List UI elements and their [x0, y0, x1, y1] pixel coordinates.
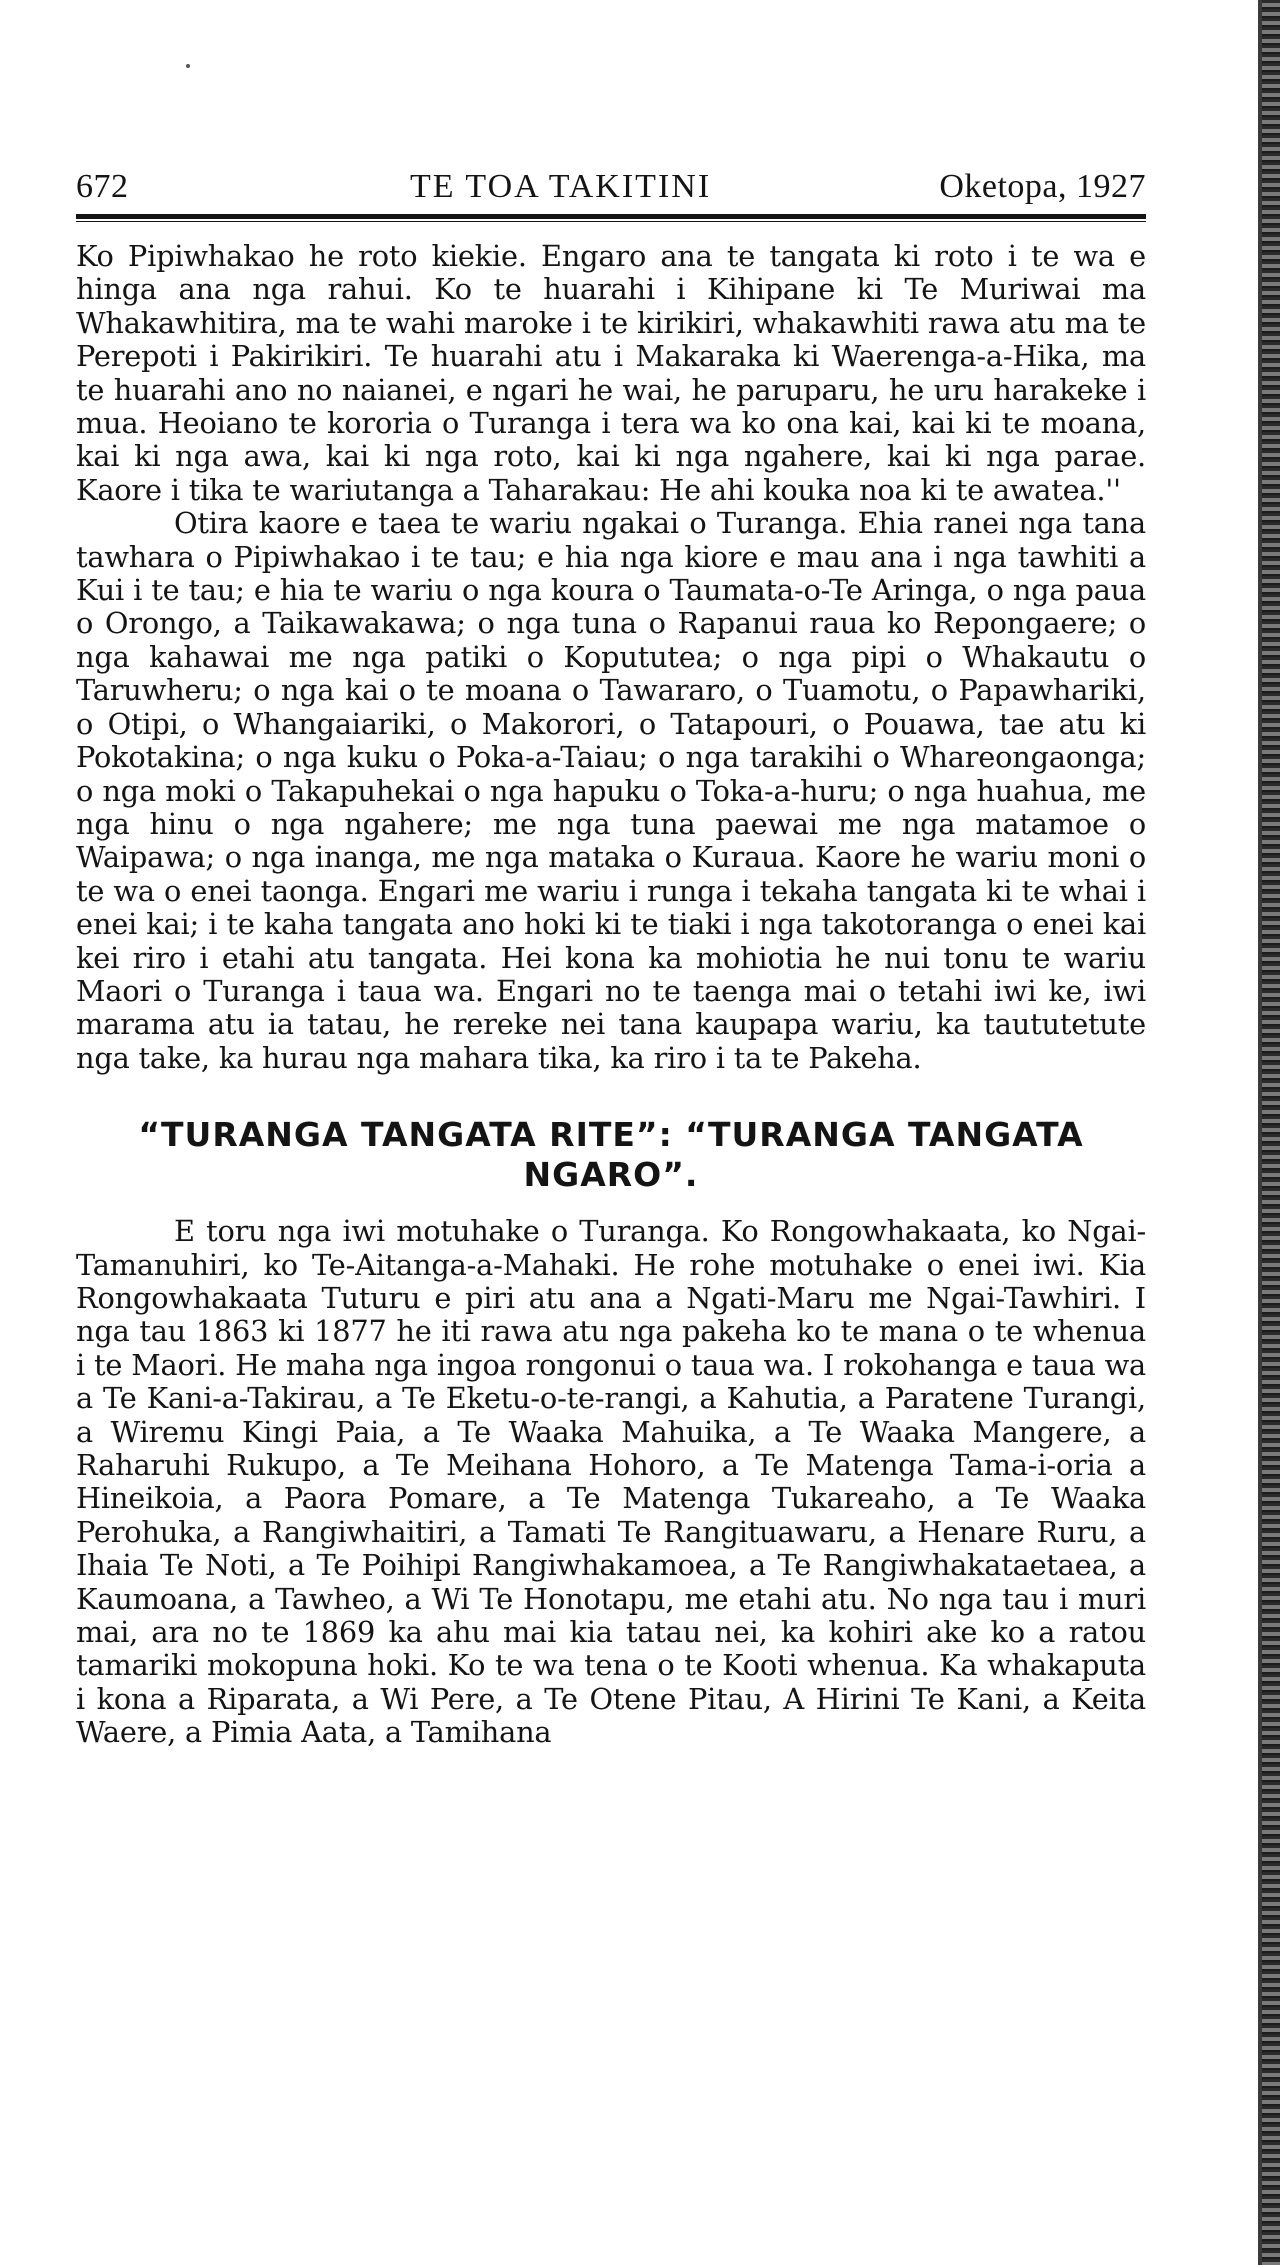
page-number: 672	[76, 168, 129, 205]
print-speck	[186, 64, 190, 68]
header-rule	[76, 214, 1146, 219]
paragraph-1: Ko Pipiwhakao he roto kiekie. Engaro ana te tangata ki roto i te wa e hinga ana nga rahui. Ko te huarahi i Kihipane ki Te Muriwai ma Whakawhitira, ma te wahi maroke i te kirikiri, whakawhiti rawa atu ma te Perepoti i Pakirikiri. Te huarahi atu i Makaraka ki Waerenga-a-Hika, ma te huarahi ano no naianei, e ngari he wai, he paruparu, he uru harakeke i mua. Heoiano te kororia o Turanga i tera wa ko ona kai, kai ki te moana, kai ki nga awa, kai ki nga roto, kai ki nga ngahere, kai ki nga parae. Kaore i tika te wariutanga a Taharakau: He ahi kouka noa ki te awatea.''	[76, 239, 1146, 507]
section-paragraph: E toru nga iwi motuhake o Turanga. Ko Rongowhakaata, ko Ngai-Tamanuhiri, ko Te-Aitanga-a-Mahaki. He rohe motuhake o enei iwi. Kia Rongowhakaata Tuturu e piri atu ana a Ngati-Maru me Ngai-Tawhiri. I nga tau 1863 ki 1877 he iti rawa atu nga pakeha ko te mana o te whenua i te Maori. He maha nga ingoa rongonui o taua wa. I rokohanga e taua wa a Te Kani-a-Takirau, a Te Eketu-o-te-rangi, a Kahutia, a Paratene Turangi, a Wiremu Kingi Paia, a Te Waaka Mahuika, a Te Waaka Mangere, a Raharuhi Rukupo, a Te Meihana Hohoro, a Te Matenga Tama-i-oria a Hineikoia, a Paora Pomare, a Te Matenga Tukareaho, a Te Waaka Perohuka, a Rangiwhaitiri, a Tamati Te Rangituawaru, a Henare Ruru, a Ihaia Te Noti, a Te Poihipi Rangiwhakamoea, a Te Rangiwhakataetaea, a Kaumoana, a Tawheo, a Wi Te Honotapu, me etahi atu. No nga tau i muri mai, ara no te 1869 ka ahu mai kia tatau nei, ka kohiri ake ko a ratou tamariki mokopuna hoki. Ko te wa tena o te Kooti whenua. Ka whakaputa i kona a Riparata, a Wi Pere, a Te Otene Pitau, A Hirini Te Kani, a Keita Waere, a Pimia Aata, a Tamihana	[76, 1214, 1146, 1750]
journal-title: TE TOA TAKITINI	[410, 168, 712, 205]
running-header	[76, 160, 1146, 210]
issue-date: Oketopa, 1927	[939, 168, 1146, 205]
paragraph-2: Otira kaore e taea te wariu ngakai o Turanga. Ehia ranei nga tana tawhara o Pipiwhakao i te tau; e hia nga kiore e mau ana i nga tawhiti a Kui i te tau; e hia te wariu o nga koura o Taumata-o-Te Aringa, o nga paua o Orongo, a Taikawakawa; o nga tuna o Rapanui raua ko Repongaere; o nga kahawai me nga patiki o Kopututea; o nga pipi o Whakautu o Taruwheru; o nga kai o te moana o Tawararo, o Tuamotu, o Papawhariki, o Otipi, o Whangaiariki, o Makorori, o Tatapouri, o Pouawa, tae atu ki Pokotakina; o nga kuku o Poka-a-Taiau; o nga tarakihi o Whareongaonga; o nga moki o Takapuhekai o nga hapuku o Toka-a-huru; o nga huahua, me nga hinu o nga ngahere; me nga tuna paewai me nga matamoe o Waipawa; o nga inanga, me nga mataka o Kuraua. Kaore he wariu moni o te wa o enei taonga. Engari me wariu i runga i tekaha tangata ki te whai i enei kai; i te kaha tangata ano hoki ki te tiaki i nga takotoranga o enei kai kei riro i etahi atu tangata. Hei kona ka mohiotia he nui tonu te wariu Maori o Turanga i taua wa. Engari no te taenga mai o tetahi iwi ke, iwi marama atu ia tatau, he rereke nei tana kaupapa wariu, ka taututetute nga take, ka hurau nga mahara tika, ka riro i ta te Pakeha.	[76, 506, 1146, 1075]
header-rule-thin	[76, 221, 1146, 222]
scan-edge	[1262, 0, 1280, 2265]
section-heading: “TURANGA TANGATA RITE”: “TURANGA TANGATA NGARO”.	[138, 1115, 1084, 1195]
page	[76, 160, 1146, 1750]
